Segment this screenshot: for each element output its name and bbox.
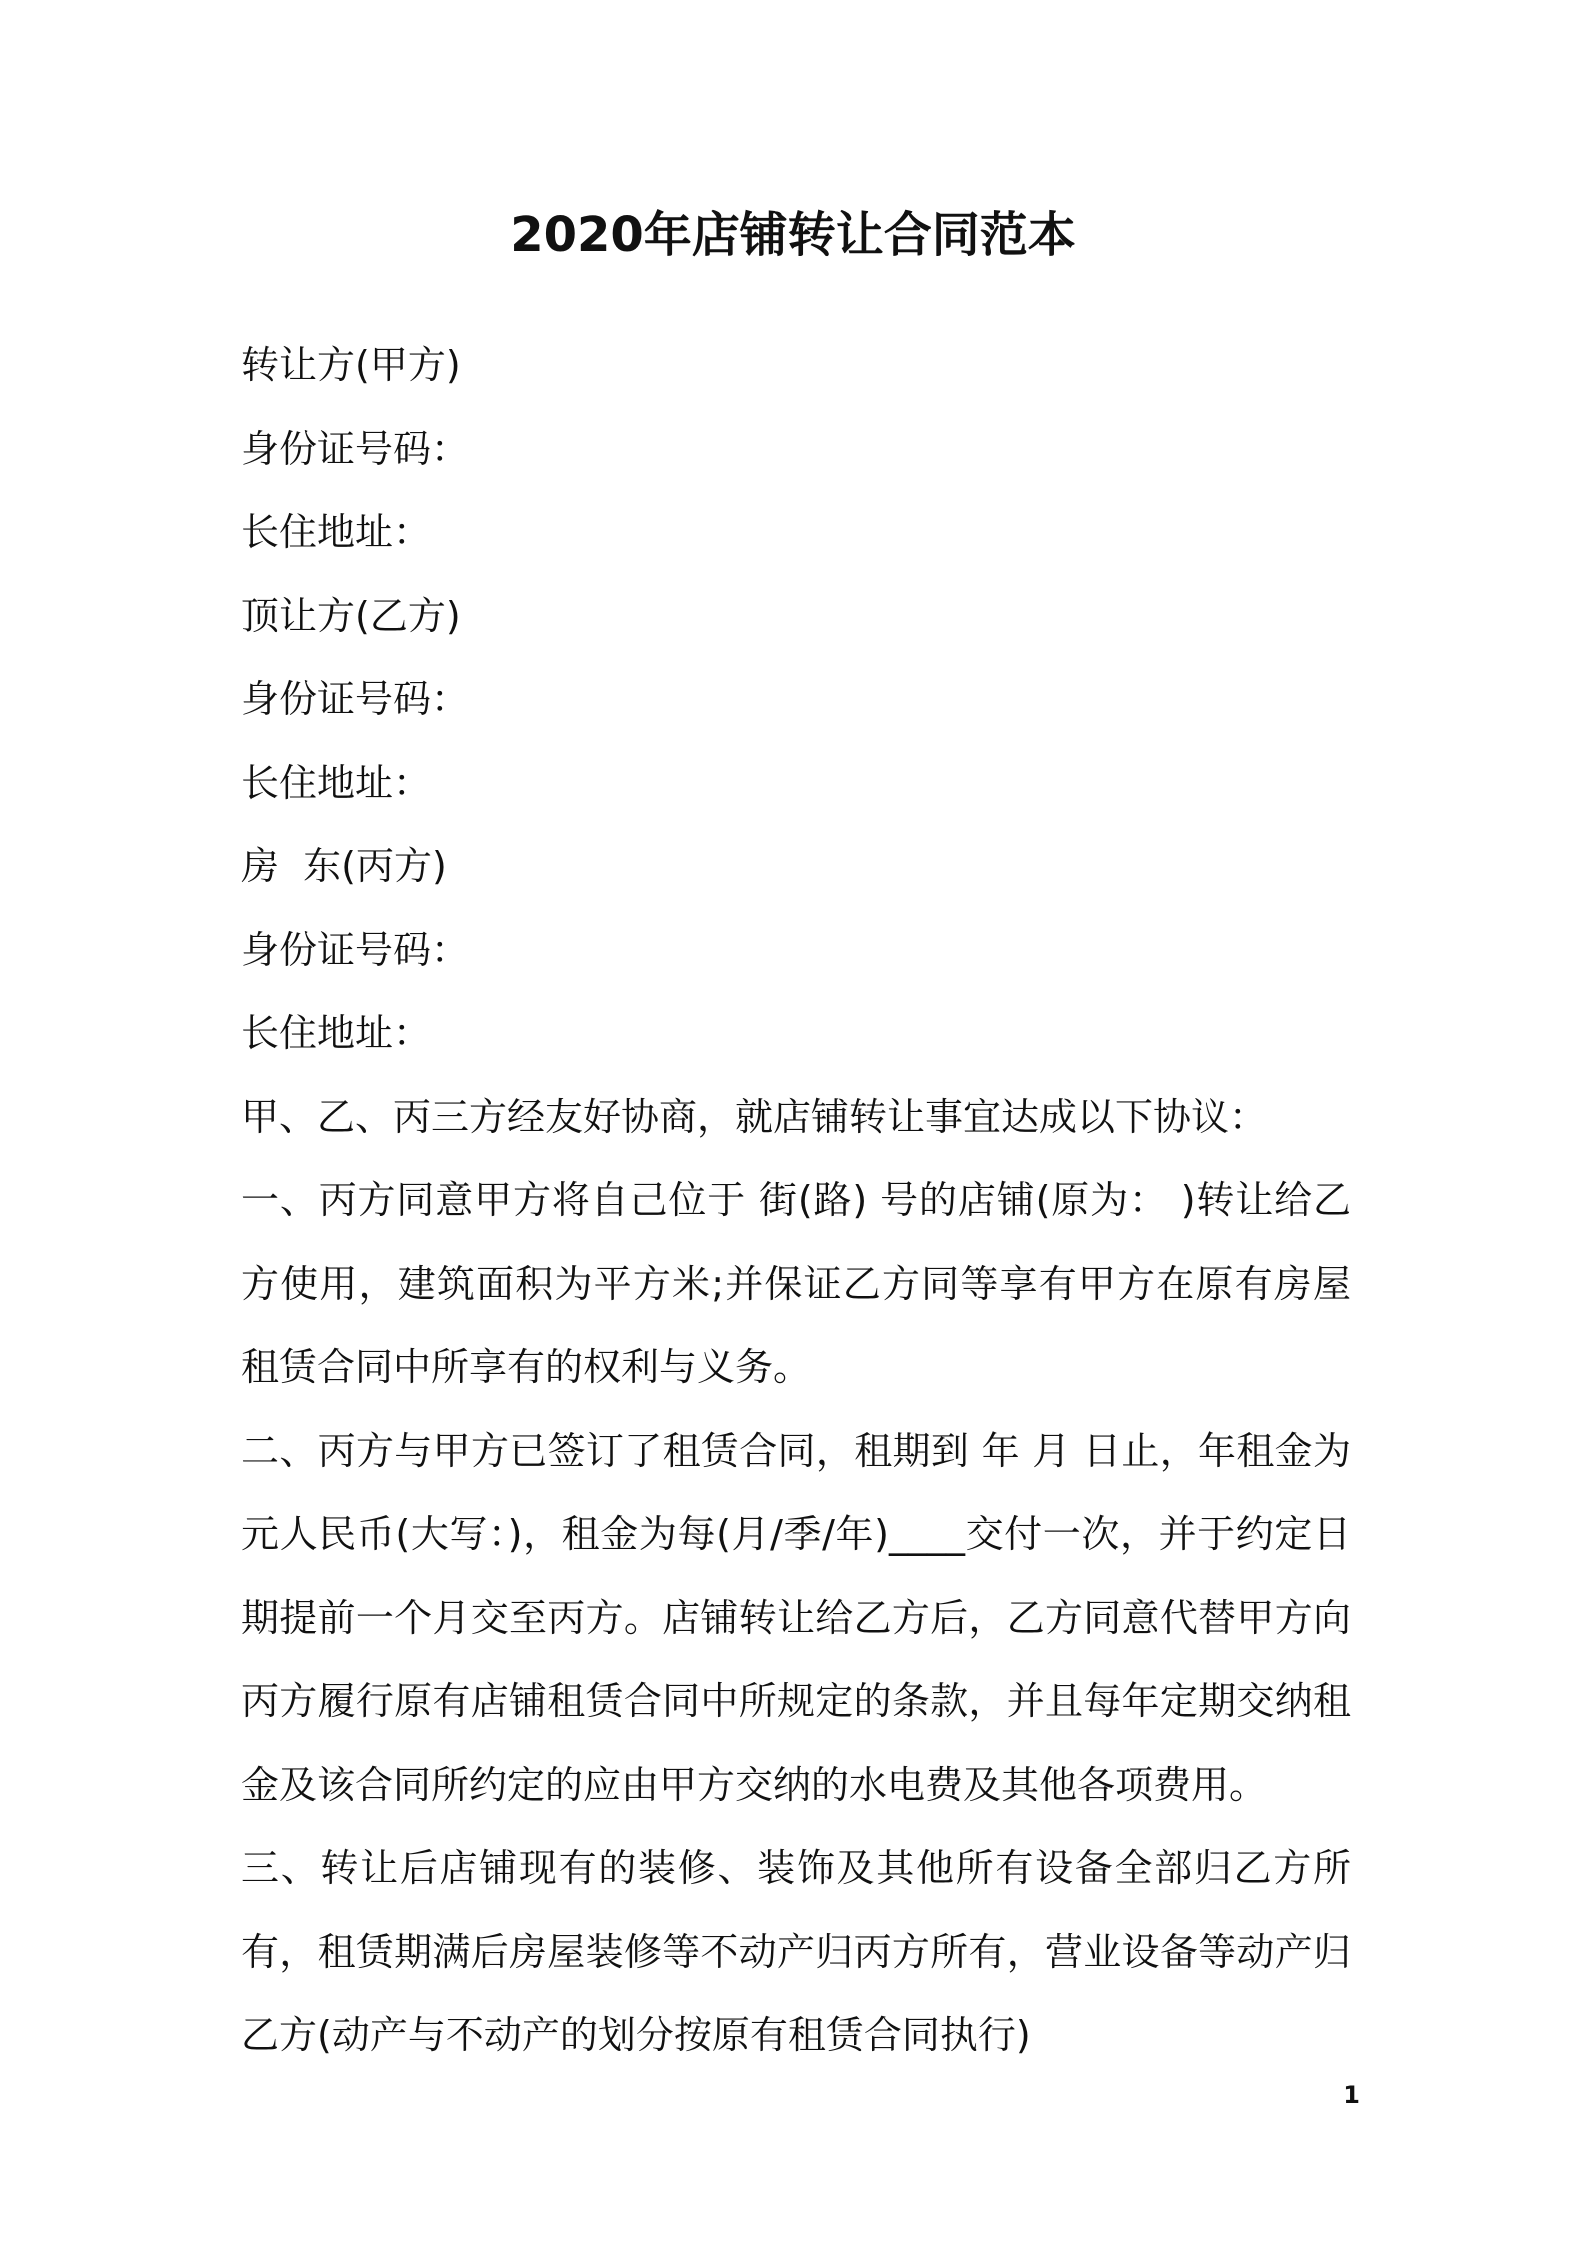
party-a-id-label: 身份证号码： <box>241 426 470 471</box>
clause-2: 二、丙方与甲方已签订了租赁合同，租期到 年 月 日止，年租金为 元人民币(大写：)，租金为每(月/季/年)____交付一次，并于约定日期提前一个月交至丙方。店铺转让给乙方后，乙方同意代替甲方向丙方履行原有店铺租赁合同中所规定的条款，并且每年定期交纳租金及该合同所约定的应由甲方交纳的水电费及其他各项费用。 <box>241 1428 1351 1807</box>
party-b-address-label: 长住地址： <box>241 760 432 805</box>
document-title: 2020年店铺转让合同范本 <box>510 207 1076 263</box>
document-body <box>241 324 1351 2078</box>
agreement-intro: 甲、乙、丙三方经友好协商，就店铺转让事宜达成以下协议： <box>241 1094 1268 1139</box>
clause-3: 三、转让后店铺现有的装修、装饰及其他所有设备全部归乙方所有，租赁期满后房屋装修等不动产归丙方所有，营业设备等动产归乙方(动产与不动产的划分按原有租赁合同执行) <box>241 1846 1351 2057</box>
party-a-address-label: 长住地址： <box>241 510 432 554</box>
party-b-id-label: 身份证号码： <box>241 677 470 721</box>
party-b-label: 顶让方(乙方) <box>241 593 461 638</box>
party-c-label: 房 东(丙方) <box>241 844 447 888</box>
clause-1: 一、丙方同意甲方将自己位于 街(路) 号的店铺(原为： )转让给乙方使用，建筑面积为平方米;并保证乙方同等享有甲方在原有房屋租赁合同中所享有的权利与义务。 <box>241 1178 1351 1389</box>
party-c-id-label: 身份证号码： <box>241 927 470 972</box>
party-a-label: 转让方(甲方) <box>241 343 461 387</box>
party-c-address-label: 长住地址： <box>241 1011 432 1055</box>
page-number: 1 <box>1343 2081 1360 2109</box>
